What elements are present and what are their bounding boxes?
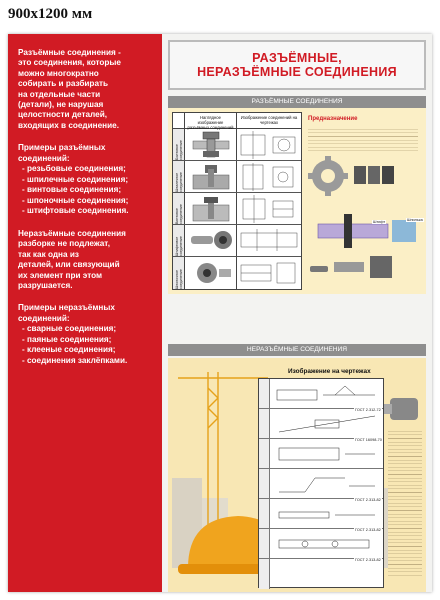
list-item: - резьбовые соединения;	[22, 164, 126, 174]
weld-drawing	[275, 442, 379, 466]
row-label: Винтовое соединение	[174, 204, 183, 224]
key-illustration	[185, 257, 237, 288]
weld-drawing	[275, 412, 379, 436]
stud-illustration	[185, 161, 237, 192]
examples-detachable-title: соединений:	[18, 153, 70, 163]
row-label: Шпоночное соединение	[174, 269, 183, 289]
table-row	[173, 193, 301, 225]
connections-table	[172, 112, 302, 290]
purpose-text	[308, 126, 418, 154]
gost-label: ГОСТ 2.313-82	[355, 498, 381, 502]
rivet-drawing	[275, 532, 379, 556]
list-item: - сварные соединения;	[22, 324, 117, 334]
left-text-panel	[8, 34, 162, 592]
gost-label: ГОСТ 2.313-82	[355, 528, 381, 532]
drawing-row	[259, 499, 383, 529]
bolt-illustration	[185, 129, 237, 160]
drawing-row	[259, 529, 383, 559]
poster	[8, 34, 432, 592]
list-item: - клееные соединения;	[22, 345, 116, 355]
section-bar-detachable: РАЗЪЁМНЫЕ СОЕДИНЕНИЯ	[168, 96, 426, 108]
poster-size-label: 900x1200 мм	[8, 6, 93, 22]
detachable-section	[168, 108, 426, 294]
permanent-def-line: их элемент при этом	[18, 270, 103, 280]
table-row	[173, 129, 301, 161]
row-label: Шпилечное соединение	[174, 172, 183, 192]
intro-line: на отдельные части	[18, 89, 101, 99]
gost-label: ГОСТ 2.312-72	[355, 408, 381, 412]
drawing-row	[259, 469, 383, 499]
stud-drawing	[237, 161, 301, 192]
gost-label: ГОСТ 2.313-82	[355, 558, 381, 562]
drawing-row	[259, 559, 383, 589]
table-header-cell: Изображение соединений на чертежах	[240, 115, 298, 125]
table-row	[173, 225, 301, 257]
table-header	[173, 113, 301, 129]
solder-drawing	[275, 472, 379, 496]
drawings-heading: Изображение на чертежах	[288, 368, 371, 375]
row-label: Штифтовое соединение	[174, 236, 183, 256]
intro-line: Разъёмные соединения -	[18, 48, 121, 57]
shpilka-label: Шпилька	[407, 218, 423, 222]
intro-line: (детали), не нарушая	[18, 100, 104, 110]
list-item: - шпоночные соединения;	[22, 195, 129, 205]
weld-drawing	[275, 382, 379, 406]
permanent-section	[168, 358, 426, 592]
glue-drawing	[275, 502, 379, 526]
poster-title	[168, 40, 426, 90]
title-line: РАЗЪЁМНЫЕ,	[252, 51, 342, 65]
shtift-label: Штифт	[373, 220, 386, 224]
permanent-def-line: разрушается.	[18, 281, 73, 291]
table-header-cell: Наглядное изображение разъёмных соединений	[185, 113, 237, 128]
pin-drawing	[237, 225, 301, 256]
pin-illustration	[185, 225, 237, 256]
right-panel	[162, 34, 432, 592]
permanent-def-line: разборке не подлежат,	[18, 239, 110, 249]
examples-detachable-list	[22, 164, 156, 217]
examples-permanent-title: соединений:	[18, 313, 70, 323]
drawing-row	[259, 409, 383, 439]
key-drawing	[237, 257, 301, 288]
intro-line: входящих в соединение.	[18, 120, 119, 130]
examples-permanent-list	[22, 324, 156, 366]
list-item: - паяные соединения;	[22, 334, 112, 344]
bolt-drawing	[237, 129, 301, 160]
examples-detachable-title: Примеры разъёмных	[18, 143, 106, 153]
permanent-def-line: деталей, или связующий	[18, 260, 120, 270]
table-row	[173, 161, 301, 193]
list-item: - шпилечные соединения;	[22, 174, 129, 184]
screw-drawing	[237, 193, 301, 224]
permanent-def-line: так как одна из	[18, 249, 79, 259]
table-row	[173, 257, 301, 289]
list-item: - винтовые соединения;	[22, 185, 122, 195]
purpose-illustrations	[308, 156, 424, 291]
examples-permanent-title: Примеры неразъёмных	[18, 303, 115, 313]
screw-illustration	[185, 193, 237, 224]
permanent-def-line: Неразъёмные соединения	[18, 229, 126, 239]
intro-line: можно многократно	[18, 68, 99, 78]
row-label: Болтовое соединение	[174, 140, 183, 160]
list-item: - соединения заклёпками.	[22, 356, 128, 366]
section-bar-permanent: НЕРАЗЪЁМНЫЕ СОЕДИНЕНИЯ	[168, 344, 426, 356]
title-line: НЕРАЗЪЁМНЫЕ СОЕДИНЕНИЯ	[197, 65, 397, 79]
drawing-row	[259, 439, 383, 469]
purpose-heading: Предназначение	[308, 116, 358, 122]
list-item: - штифтовые соединения.	[22, 206, 129, 216]
intro-line: собирать и разбирать	[18, 79, 109, 89]
permanent-description-text	[388, 428, 422, 578]
drawing-row	[259, 379, 383, 409]
intro-line: целостности деталей,	[18, 110, 108, 120]
intro-line: это соединения, которые	[18, 58, 121, 68]
gost-label: ГОСТ 16098-70	[355, 438, 382, 442]
